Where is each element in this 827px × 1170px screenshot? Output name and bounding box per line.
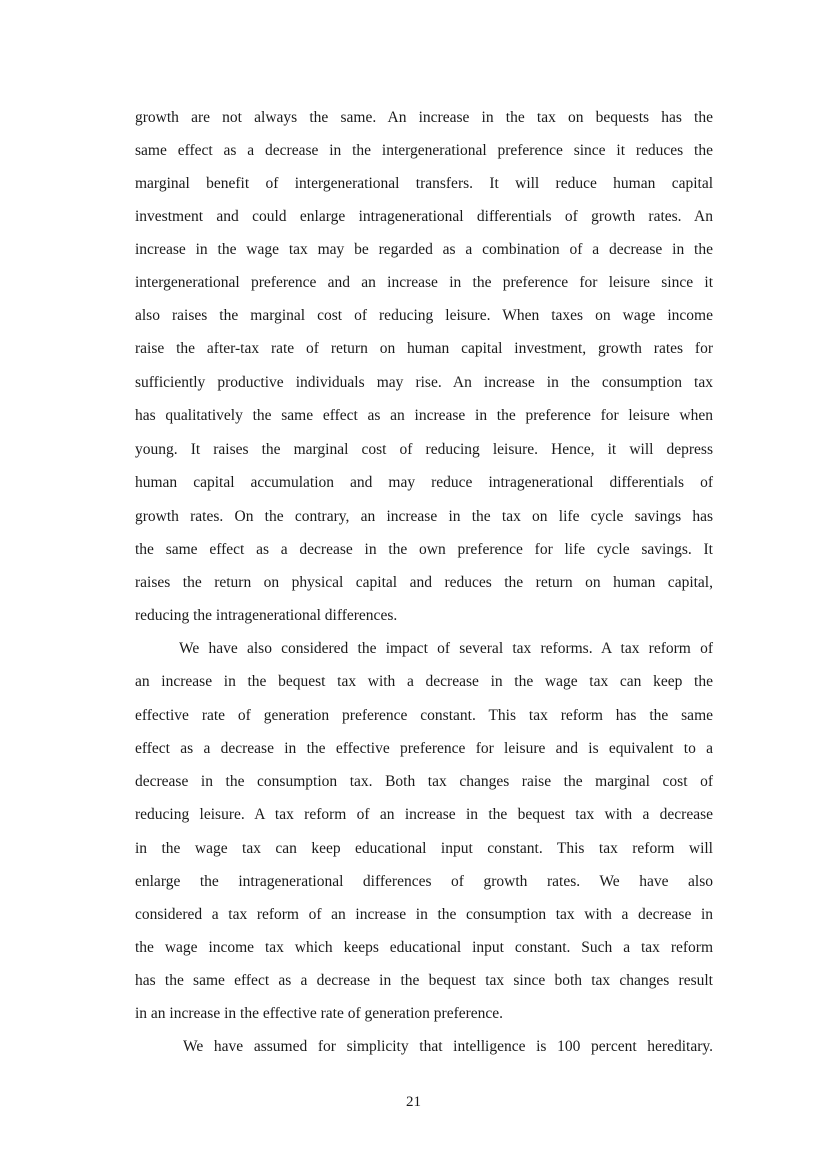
text-line: marginal benefit of intergenerational transfers. It will reduce human capital: [135, 175, 713, 192]
text-line: raises the return on physical capital and reduces the return on human capital,: [135, 574, 713, 591]
text-line: has qualitatively the same effect as an increase in the preference for leisure when: [135, 407, 713, 424]
text-line: reducing leisure. A tax reform of an increase in the bequest tax with a decrease: [135, 806, 713, 823]
text-line: the same effect as a decrease in the own preference for life cycle savings. It: [135, 541, 713, 558]
text-line: effect as a decrease in the effective preference for leisure and is equivalent to a: [135, 740, 713, 757]
text-line: same effect as a decrease in the intergenerational preference since it reduces the: [135, 142, 713, 159]
text-line: We have assumed for simplicity that intelligence is 100 percent hereditary.: [183, 1038, 713, 1055]
text-line: decrease in the consumption tax. Both tax changes raise the marginal cost of: [135, 773, 713, 790]
text-line: the wage income tax which keeps educational input constant. Such a tax reform: [135, 939, 713, 956]
text-line: reducing the intragenerational differences.: [135, 607, 398, 624]
page-number: 21: [406, 1094, 421, 1110]
text-line: sufficiently productive individuals may rise. An increase in the consumption tax: [135, 374, 713, 391]
text-line: increase in the wage tax may be regarded as a combination of a decrease in the: [135, 241, 713, 258]
text-line: in an increase in the effective rate of generation preference.: [135, 1005, 504, 1022]
text-line: intergenerational preference and an increase in the preference for leisure since it: [135, 274, 713, 291]
text-line: growth are not always the same. An increase in the tax on bequests has the: [135, 109, 713, 126]
text-line: young. It raises the marginal cost of reducing leisure. Hence, it will depress: [135, 441, 713, 458]
text-line: human capital accumulation and may reduce intragenerational differentials of: [135, 474, 713, 491]
text-line: also raises the marginal cost of reducing leisure. When taxes on wage income: [135, 307, 713, 324]
text-line: raise the after-tax rate of return on human capital investment, growth rates for: [135, 340, 713, 357]
text-line: effective rate of generation preference constant. This tax reform has the same: [135, 707, 713, 724]
text-line: investment and could enlarge intragenerational differentials of growth rates. An: [135, 208, 713, 225]
text-line: enlarge the intragenerational differences of growth rates. We have also: [135, 873, 713, 890]
text-line: an increase in the bequest tax with a decrease in the wage tax can keep the: [135, 673, 713, 690]
text-line: has the same effect as a decrease in the bequest tax since both tax changes result: [135, 972, 713, 989]
text-line: growth rates. On the contrary, an increase in the tax on life cycle savings has: [135, 508, 713, 525]
text-line: considered a tax reform of an increase in the consumption tax with a decrease in: [135, 906, 713, 923]
text-line: We have also considered the impact of several tax reforms. A tax reform of: [179, 640, 713, 657]
text-line: in the wage tax can keep educational input constant. This tax reform will: [135, 840, 713, 857]
